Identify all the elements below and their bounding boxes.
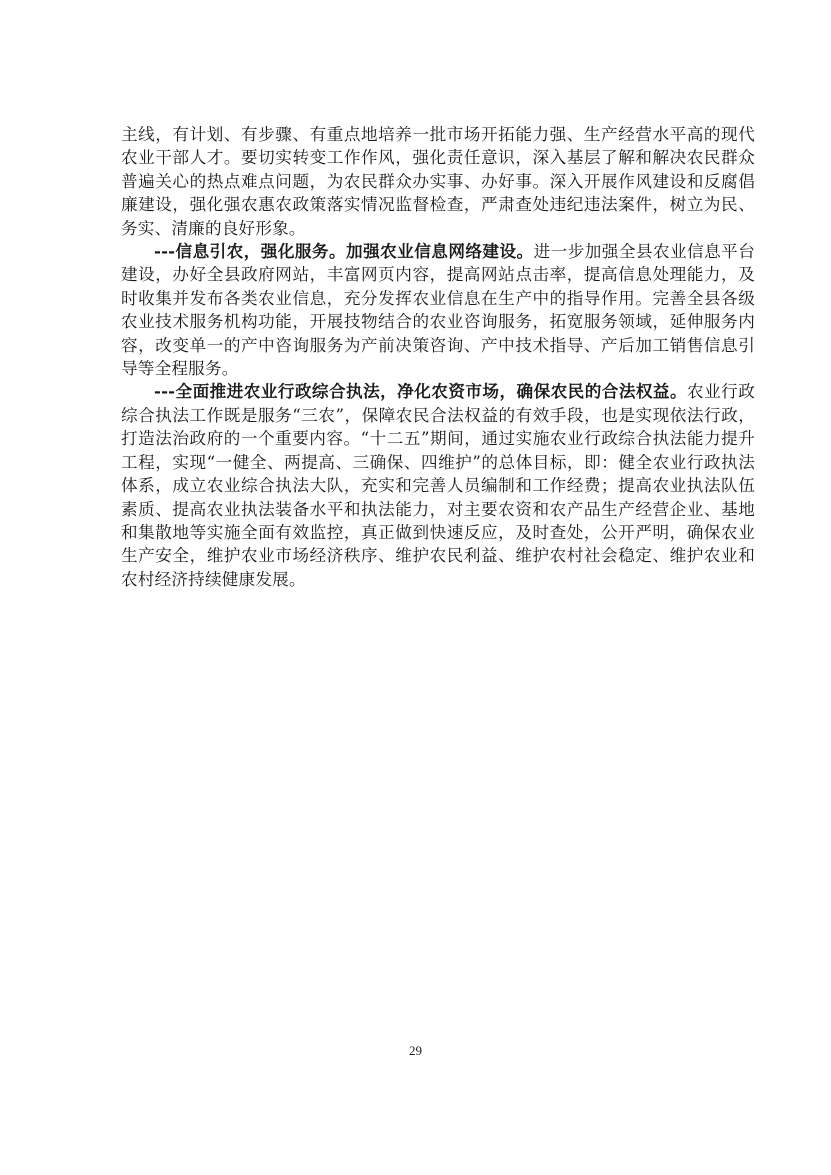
paragraph-lead: ---全面推进农业行政综合执法，净化农资市场，确保农民的合法权益。 xyxy=(154,381,688,402)
paragraph-text: 主线，有计划、有步骤、有重点地培养一批市场开拓能力强、生产经营水平高的现代农业干部人才。要切实转变工作作风，强化责任意识，深入基层了解和解决农民群众普遍关心的热点难点问题，为农民群众办实事、办好事。深入开展作风建设和反腐倡廉建设，强化强农惠农政策落实情况监督检查，严肃查处违纪违法案件，树立为民、务实、清廉的良好形象。 xyxy=(121,125,755,238)
paragraph-lead: ---信息引农，强化服务。加强农业信息网络建设。 xyxy=(154,241,534,262)
paragraph-text: 农业行政综合执法工作既是服务“三农”，保障农民合法权益的有效手段，也是实现依法行政，打造法治政府的一个重要内容。“十二五”期间，通过实施农业行政综合执法能力提升工程，实现“一健全、两提高、三确保、四维护”的总体目标，即：健全农业行政执法体系，成立农业综合执法大队，充实和完善人员编制和工作经费；提高农业执法队伍素质、提高农业执法装备水平和执法能力，对主要农资和农产品生产经营企业、基地和集散地等实施全面有效监控，真正做到快速反应，及时查处，公开严明，确保农业生产安全，维护农业市场经济秩序、维护农民利益、维护农村社会稳定、维护农业和农村经济持续健康发展。 xyxy=(121,382,755,589)
paragraph-law-enforcement xyxy=(121,380,755,591)
paragraph-information-service xyxy=(121,240,755,380)
paragraph-text: 进一步加强全县农业信息平台建设，办好全县政府网站，丰富网页内容，提高网站点击率，提高信息处理能力，及时收集并发布各类农业信息，充分发挥农业信息在生产中的指导作用。完善全县各级农业技术服务机构功能，开展技物结合的农业咨询服务，拓宽服务领域，延伸服务内容，改变单一的产中咨询服务为产前决策咨询、产中技术指导、产后加工销售信息引导等全程服务。 xyxy=(121,242,755,379)
page-number: 29 xyxy=(409,1043,422,1058)
paragraph-continuation xyxy=(121,123,755,240)
body-text xyxy=(121,123,755,591)
